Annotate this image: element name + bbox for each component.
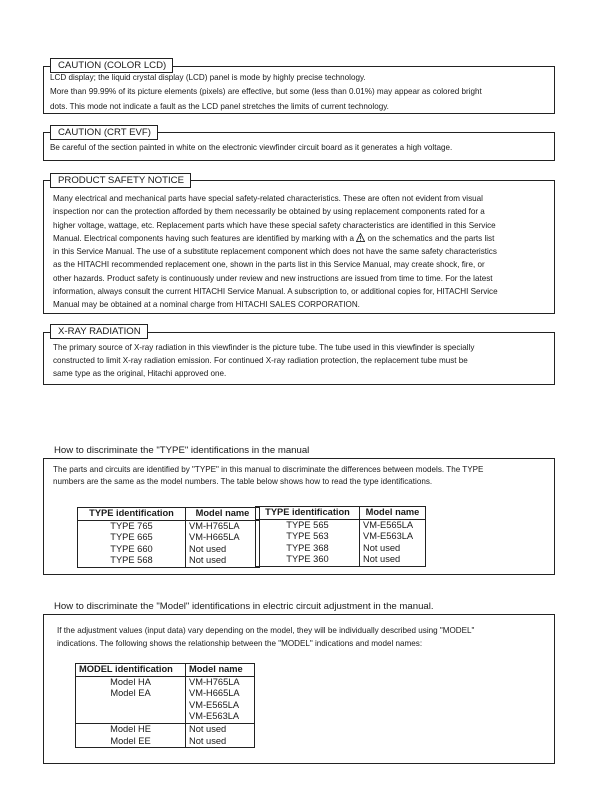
- type-table-right: [255, 506, 426, 567]
- table-cell: Model HE: [76, 723, 186, 735]
- safety-line-5: in this Service Manual. The use of a substitute replacement component which does not have the same safety characteristics: [53, 247, 497, 257]
- table-cell: TYPE 568: [78, 555, 186, 567]
- type-header-left: TYPE identification: [78, 508, 186, 521]
- safety-line-4: [53, 232, 548, 245]
- table-cell: TYPE 660: [78, 544, 186, 556]
- table-row: [76, 688, 255, 700]
- table-cell: [76, 700, 186, 712]
- product-safety-title: PRODUCT SAFETY NOTICE: [50, 173, 191, 188]
- table-row: [78, 544, 260, 556]
- table-row: [76, 711, 255, 723]
- table-row: [256, 531, 426, 543]
- caution-lcd-box: [43, 66, 555, 114]
- table-header-row: [256, 507, 426, 520]
- safety-line-4b: on the schematics and the parts list: [367, 233, 495, 243]
- safety-line-9: Manual may be obtained at a nominal charge from HITACHI SALES CORPORATION.: [53, 300, 360, 310]
- table-cell: TYPE 368: [256, 543, 360, 555]
- table-cell: TYPE 563: [256, 531, 360, 543]
- table-cell: Model EE: [76, 736, 186, 748]
- safety-line-7: other hazards. Product safety is continuously under review and new instructions are issued from time to time. For the latest: [53, 273, 493, 283]
- caution-lcd-line-3: dots. This mode not indicate a fault as the LCD panel stretches the limits of current technology.: [50, 101, 389, 111]
- safety-line-2: inspection nor can the protection afforded by them necessarily be obtained by using replacement components rated for a: [53, 207, 485, 217]
- table-cell: Model HA: [76, 676, 186, 688]
- safety-line-8: information, always consult the current HITACHI Service Manual. A subscription to, or additional copies for, HITACHI Service: [53, 287, 498, 297]
- table-cell: Not used: [189, 555, 227, 566]
- table-row: [256, 519, 426, 531]
- caution-lcd-line-1: LCD display; the liquid crystal display (LCD) panel is mode by highly precise technology.: [50, 73, 366, 82]
- warning-triangle-icon: [356, 233, 365, 242]
- model-header-left: Model name: [186, 508, 260, 521]
- model-section-line-1: If the adjustment values (input data) vary depending on the model, they will be individually described using "MODEL": [57, 626, 475, 635]
- table-row: [256, 554, 426, 566]
- table-cell: [76, 711, 186, 723]
- safety-line-4a: Manual. Electrical components having such features are identified by marking with a: [53, 233, 354, 243]
- product-safety-box: [43, 180, 555, 314]
- model-header-right: Model name: [360, 507, 426, 520]
- table-row: [76, 736, 255, 748]
- type-section-title: How to discriminate the "TYPE" identifications in the manual: [54, 445, 310, 456]
- type-section-line-2: numbers are the same as the model numbers. The table below shows how to read the type identifications.: [53, 477, 433, 486]
- table-cell: VM-H665LA: [189, 688, 240, 699]
- table-cell: VM-E563LA: [363, 531, 414, 542]
- xray-line-1: The primary source of X-ray radiation in this viewfinder is the picture tube. The tube used in this viewfinder is specially: [53, 343, 475, 352]
- table-cell: TYPE 765: [78, 520, 186, 532]
- table-header-row: [78, 508, 260, 521]
- caution-lcd-title: CAUTION (COLOR LCD): [50, 58, 173, 73]
- table-cell: TYPE 665: [78, 532, 186, 544]
- table-cell: Not used: [363, 554, 401, 565]
- safety-line-6: as the HITACHI recommended replacement one, shown in the parts list in this Service Manual, may create shock, fire, or: [53, 260, 485, 270]
- table-cell: VM-H665LA: [189, 532, 240, 543]
- table-cell: VM-E563LA: [189, 711, 240, 722]
- table-cell: VM-E565LA: [189, 699, 240, 710]
- table-cell: Not used: [186, 723, 255, 735]
- caution-crt-line-1: Be careful of the section painted in white on the electronic viewfinder circuit board as it generates a high voltage.: [50, 143, 453, 152]
- xray-title: X-RAY RADIATION: [50, 324, 148, 339]
- model-name-header: Model name: [186, 664, 255, 677]
- safety-line-1: Many electrical and mechanical parts have special safety-related characteristics. These are often not evident from visual: [53, 194, 483, 203]
- table-row: [78, 532, 260, 544]
- table-cell: Not used: [189, 735, 227, 746]
- table-cell: TYPE 360: [256, 554, 360, 566]
- model-table: [75, 663, 255, 748]
- table-cell: VM-H765LA: [189, 676, 240, 687]
- table-cell: Model EA: [76, 688, 186, 700]
- model-section-title: How to discriminate the "Model" identifications in electric circuit adjustment in the manual.: [54, 601, 434, 612]
- xray-box: [43, 332, 555, 385]
- table-cell: Not used: [189, 543, 227, 554]
- table-row: [78, 555, 260, 567]
- table-row: [76, 723, 255, 735]
- safety-line-3: higher voltage, wattage, etc. Replacement parts which have these special safety characteristics are identified in this Service: [53, 220, 496, 230]
- caution-crt-title: CAUTION (CRT EVF): [50, 125, 158, 140]
- type-header-right: TYPE identification: [256, 507, 360, 520]
- table-cell: Not used: [363, 542, 401, 553]
- xray-line-3: same type as the original, Hitachi approved one.: [53, 369, 227, 378]
- table-row: [76, 676, 255, 688]
- type-table-left: [77, 507, 260, 568]
- table-header-row: [76, 664, 255, 677]
- model-section-line-2: indications. The following shows the relationship between the "MODEL" indications and model names:: [57, 638, 423, 648]
- model-id-header: MODEL identification: [76, 664, 186, 677]
- xray-line-2: constructed to limit X-ray radiation emission. For continued X-ray radiation protection, the replacement tube must be: [53, 356, 468, 365]
- table-row: [76, 700, 255, 712]
- type-section-line-1: The parts and circuits are identified by "TYPE" in this manual to discriminate the differences between models. The TYPE: [53, 465, 484, 474]
- caution-lcd-line-2: More than 99.99% of its picture elements (pixels) are effective, but some (less than 0.01%) may appear as colored bright: [50, 87, 482, 97]
- table-row: [256, 543, 426, 555]
- table-cell: VM-H765LA: [189, 520, 240, 531]
- table-cell: VM-E565LA: [363, 519, 414, 530]
- table-row: [78, 520, 260, 532]
- table-cell: TYPE 565: [256, 519, 360, 531]
